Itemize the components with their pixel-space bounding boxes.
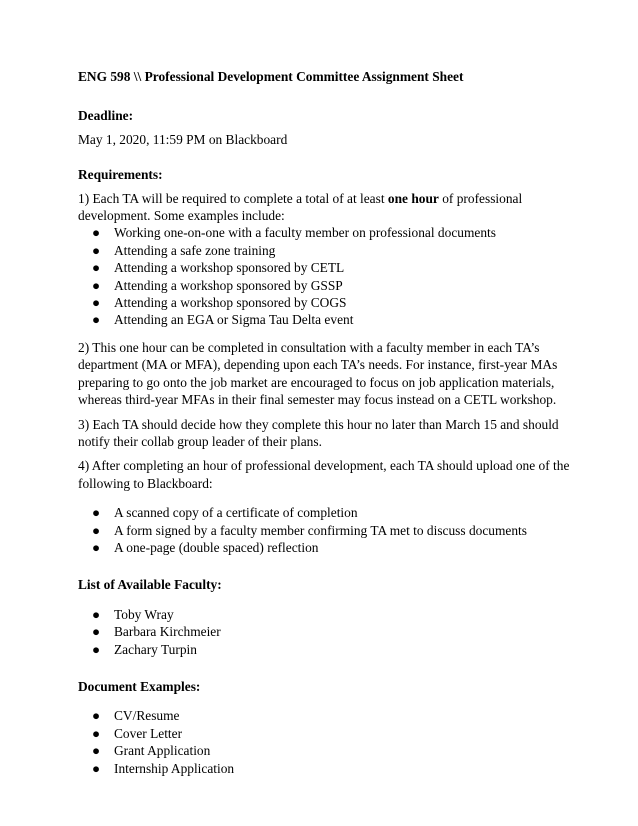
document-example: CV/Resume <box>114 708 180 724</box>
requirement-3: 3) Each TA should decide how they complete this hour no later than March 15 and should notify their collab group leader of their plans. <box>78 416 559 449</box>
list-item <box>78 224 578 241</box>
list-item-text: Attending a workshop sponsored by CETL <box>114 260 345 276</box>
document-example: Grant Application <box>114 743 211 759</box>
list-item-text: A one-page (double spaced) reflection <box>114 539 319 555</box>
list-item-text: Working one-on-one with a faculty member on professional documents <box>114 225 496 241</box>
bullet-icon: ● <box>91 295 101 311</box>
list-item-text: Attending a workshop sponsored by COGS <box>114 295 347 311</box>
list-item <box>78 742 578 759</box>
faculty-name: Toby Wray <box>114 606 174 622</box>
document-title: ENG 598 \\ Professional Development Committee Assignment Sheet <box>78 69 464 84</box>
bullet-icon: ● <box>91 505 101 521</box>
faculty-name: Barbara Kirchmeier <box>114 624 221 640</box>
assignment-sheet <box>78 68 578 795</box>
list-item-text: Attending an EGA or Sigma Tau Delta event <box>114 312 354 328</box>
list-item <box>78 641 578 658</box>
bullet-icon: ● <box>91 312 101 328</box>
list-item <box>78 539 578 556</box>
requirements-heading: Requirements: <box>78 167 163 183</box>
documents-heading: Document Examples: <box>78 678 201 694</box>
list-item <box>78 311 578 328</box>
list-item <box>78 623 578 640</box>
list-item <box>78 606 578 623</box>
bullet-icon: ● <box>91 641 101 657</box>
list-item <box>78 294 578 311</box>
document-example: Cover Letter <box>114 725 183 741</box>
requirement-4: 4) After completing an hour of professional development, each TA should upload one of the following to Blackboard: <box>78 458 570 491</box>
faculty-name: Zachary Turpin <box>114 641 197 657</box>
document-example: Internship Application <box>114 760 235 776</box>
deadline-heading: Deadline: <box>78 108 134 124</box>
bullet-icon: ● <box>91 260 101 276</box>
bullet-icon: ● <box>91 760 101 776</box>
bullet-icon: ● <box>91 225 101 241</box>
bullet-icon: ● <box>91 743 101 759</box>
list-item <box>78 725 578 742</box>
list-item <box>78 522 578 539</box>
bullet-icon: ● <box>91 725 101 741</box>
bullet-icon: ● <box>91 522 101 538</box>
bullet-icon: ● <box>91 242 101 258</box>
faculty-section <box>78 576 578 658</box>
bullet-icon: ● <box>91 539 101 555</box>
list-item-text: A form signed by a faculty member confirming TA met to discuss documents <box>114 522 527 538</box>
faculty-heading: List of Available Faculty: <box>78 577 222 593</box>
requirement-1-emphasis: one hour <box>387 190 439 206</box>
requirements-section <box>78 166 578 556</box>
bullet-icon: ● <box>91 708 101 724</box>
list-item <box>78 707 578 724</box>
requirement-1 <box>78 190 578 225</box>
documents-section <box>78 678 578 777</box>
list-item-text: Attending a safe zone training <box>114 242 276 258</box>
list-item <box>78 259 578 276</box>
examples-list <box>78 224 578 328</box>
bullet-icon: ● <box>91 624 101 640</box>
list-item <box>78 760 578 777</box>
deadline-text: May 1, 2020, 11:59 PM on Blackboard <box>78 131 288 147</box>
requirement-2: 2) This one hour can be completed in consultation with a faculty member in each TA’s department (MA or MFA), depending upon each TA’s needs. For instance, first-year MAs preparing to go onto the job market are encouraged to focus on job application materials, whereas third-year MFAs in their final semester may focus instead on a CETL workshop. <box>78 339 558 408</box>
documents-list <box>78 707 578 777</box>
requirement-1-text-b: of professional development. Some examples include: <box>78 190 523 224</box>
faculty-list <box>78 606 578 658</box>
bullet-icon: ● <box>91 606 101 622</box>
list-item <box>78 242 578 259</box>
list-item-text: A scanned copy of a certificate of completion <box>114 505 358 521</box>
bullet-icon: ● <box>91 277 101 293</box>
deadline-section <box>78 107 578 148</box>
list-item <box>78 277 578 294</box>
list-item <box>78 504 578 521</box>
requirement-1-text-a: 1) Each TA will be required to complete a total of at least <box>78 190 388 206</box>
list-item-text: Attending a workshop sponsored by GSSP <box>114 277 343 293</box>
uploads-list <box>78 504 578 556</box>
